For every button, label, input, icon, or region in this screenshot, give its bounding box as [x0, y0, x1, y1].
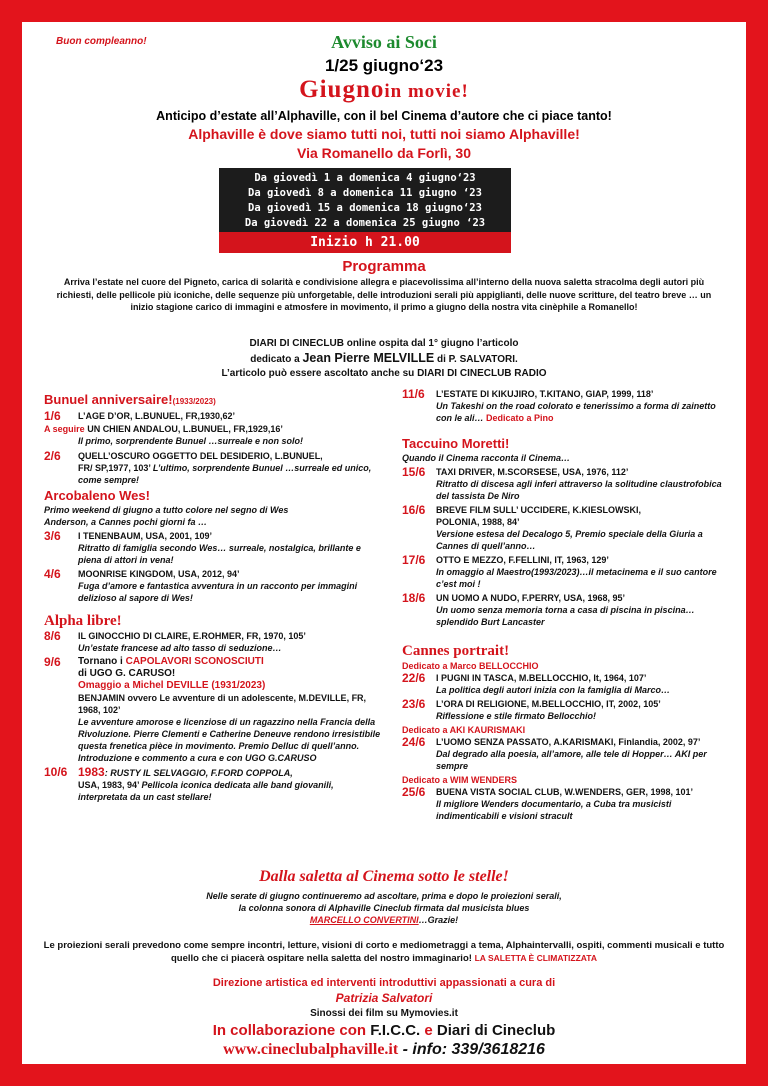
entry-desc: L’ultimo, sorprendente Bunuel …surreale ed unico, come sempre! — [78, 463, 372, 485]
section-moretti: Taccuino Moretti! — [402, 436, 510, 451]
entry-day: 1/6 — [44, 409, 61, 423]
list-item — [44, 656, 384, 764]
entry-day: 11/6 — [402, 387, 425, 401]
entry-film: BREVE FILM SULL’ UCCIDERE, K.KIESLOWSKI, — [436, 505, 642, 515]
schedule-period: Da giovedì 8 a domenica 11 giugno ‘23 — [248, 187, 482, 199]
entry-film: UN CHIEN ANDALOU, L.BUNUEL, FR,1929,16’ — [84, 424, 283, 434]
info-phone: - info: 339/3618216 — [398, 1041, 545, 1058]
entry-desc: Fuga d’amore e fantastica avventura in un racconto per immagini delizioso al sapore di Wes! — [78, 581, 358, 603]
entry-film: : RUSTY IL SELVAGGIO, F.FORD COPPOLA, — [104, 768, 293, 778]
schedule-box — [219, 168, 511, 232]
list-item — [44, 630, 384, 654]
entry-desc: Un uomo senza memoria torna a casa di piscina in piscina… splendido Burt Lancaster — [436, 605, 695, 627]
stelle-heading: Dalla saletta al Cinema sotto le stelle! — [259, 868, 509, 885]
entry-film: IL GINOCCHIO DI CLAIRE, E.ROHMER, FR, 1970, 105’ — [78, 631, 306, 641]
section-title: Bunuel anniversaire! — [44, 392, 173, 407]
entry-film: I PUGNI IN TASCA, M.BELLOCCHIO, It, 1964, 107’ — [436, 673, 647, 683]
collab-post: di Cineclub — [470, 1022, 556, 1039]
schedule-period: Da giovedì 1 a domenica 4 giugno‘23 — [254, 172, 476, 184]
entry-desc: Ritratto di famiglia secondo Wes… surreale, nostalgica, brillante e piena di attori in vena! — [78, 543, 361, 565]
collab-diari: Diari — [436, 1022, 471, 1039]
projections-note — [42, 939, 726, 965]
entry-film: L’UOMO SENZA PASSATO, A.KARISMAKI, Finlandia, 2002, 97’ — [436, 737, 701, 747]
entry-film: OTTO E MEZZO, F.FELLINI, IT, 1963, 129’ — [436, 555, 609, 565]
slogan: Alphaville è dove siamo tutti noi, tutti noi siamo Alphaville! — [188, 126, 580, 142]
date-range: 1/25 giugno‘23 — [324, 56, 444, 75]
entry-film: BENJAMIN ovvero Le avventure di un adolescente, M.DEVILLE, FR, 1968, 102’ — [78, 693, 367, 715]
entry-seguire — [44, 423, 384, 435]
entry-desc: Pellicola iconica dedicata alle band giovanili, interpretata da un cast stellare! — [78, 780, 334, 802]
entry-film: POLONIA, 1988, 84’ — [436, 517, 520, 527]
programma-heading: Programma — [342, 258, 426, 275]
left-column — [44, 390, 384, 803]
section-years: (1933/2023) — [172, 397, 216, 406]
list-item — [44, 410, 384, 423]
section-cannes: Cannes portrait! — [402, 643, 510, 659]
musician-name: MARCELLO CONVERTINI — [309, 915, 419, 925]
entry-desc: In omaggio al Maestro(1993/2023)…il metacinema e il suo cantore c’est moi ! — [436, 567, 717, 589]
dedication: Dedicato a WIM WENDERS — [402, 775, 518, 785]
entry-day: 8/6 — [44, 629, 61, 643]
list-item — [402, 736, 732, 772]
schedule-period: Da giovedì 22 a domenica 25 giugno ‘23 — [244, 217, 486, 229]
list-item — [402, 554, 732, 590]
list-item — [402, 672, 732, 696]
entry-year: 1983 — [78, 765, 105, 779]
section-wes: Arcobaleno Wes! — [44, 488, 150, 503]
projections-text: Le proiezioni serali prevedono come sempre incontri, letture, visioni di corto e mediometraggi a tema, Alphaintervalli, ospiti, commenti musicali e tutto quello che ci piacerà ospitare nella saletta del nostro immaginario! — [43, 940, 725, 964]
right-column — [402, 388, 732, 822]
collab-pre: In collaborazione con — [212, 1022, 371, 1039]
entry-highlight: CAPOLAVORI SCONOSCIUTI — [125, 656, 264, 667]
entry-omaggio: Omaggio a Michel DEVILLE (1931/2023) — [78, 680, 266, 691]
entry-day: 3/6 — [44, 529, 61, 543]
entry-day: 4/6 — [44, 567, 61, 581]
entry-pre: Tornano i — [78, 656, 126, 667]
stelle-line-2: la colonna sonora di Alphaville Cineclub firmata dal musicista blues — [238, 903, 530, 913]
entry-film: UN UOMO A NUDO, F.PERRY, USA, 1968, 95’ — [436, 593, 626, 603]
entry-desc: Dal degrado alla poesia, all’amore, alle tele di Hopper… AKI per sempre — [436, 749, 707, 771]
list-item — [44, 530, 384, 566]
avviso-heading: Avviso ai Soci — [331, 32, 437, 52]
list-item — [402, 388, 732, 424]
dedication: Dedicato a AKI KAURISMAKI — [402, 725, 526, 735]
list-item — [402, 504, 732, 552]
subtitle: Anticipo d’estate all’Alphaville, con il bel Cinema d’autore che ci piace tanto! — [156, 109, 612, 123]
entry-desc: Ritratto di discesa agli inferi attraverso la solitudine claustrofobica del tassista De Niro — [436, 479, 722, 501]
list-item — [402, 698, 732, 722]
collaboration-line — [22, 1022, 746, 1039]
entry-desc: Un’estate francese ad alto tasso di seduzione… — [78, 643, 282, 653]
section-bunuel — [44, 392, 384, 410]
list-item — [44, 766, 384, 803]
collab-and: e — [420, 1022, 437, 1039]
entry-film: BUENA VISTA SOCIAL CLUB, W.WENDERS, GER, 1998, 101’ — [436, 787, 694, 797]
director-name: Patrizia Salvatori — [335, 991, 433, 1005]
birthday-note: Buon compleanno! — [56, 36, 147, 47]
list-item — [44, 568, 384, 604]
entry-film: L’ESTATE DI KIKUJIRO, T.KITANO, GIAP, 1999, 118’ — [436, 389, 654, 399]
programma-intro: Arriva l’estate nel cuore del Pigneto, carica di solarità e condivisione allegra e piacevolissima all’interno della nuova saletta stracolma degli autori più richiesti, delle pellicole più iconiche, delle sequenze più unforgetable, delle introduzioni serali più appiglianti, delle nuove scritture, del teatro breve … un inizio stagione carico di immagini e atmosfere in movimento, il primo a giugno della nostra vita cinèphile a Romanello! — [56, 277, 712, 312]
sinossi-note: Sinossi dei film su Mymovies.it — [310, 1008, 458, 1019]
entry-desc: La politica degli autori inizia con la famiglia di Marco… — [436, 685, 671, 695]
diari-line-3: L’articolo può essere ascoltato anche su DIARI DI CINECLUB RADIO — [221, 368, 547, 379]
entry-day: 24/6 — [402, 735, 426, 749]
entry-desc: Versione estesa del Decalogo 5, Premio speciale della Giuria a Cannes di quell’anno… — [436, 529, 703, 551]
diari-name: Jean Pierre MELVILLE — [302, 351, 435, 365]
diari-pre: dedicato a — [250, 354, 303, 365]
list-item — [402, 592, 732, 628]
entry-desc: Il migliore Wenders documentario, a Cuba tra musicisti indimenticabili e visioni stracult — [436, 799, 672, 821]
air-conditioned-note: LA SALETTA È CLIMATIZZATA — [474, 953, 598, 963]
entry-day: 16/6 — [402, 503, 426, 517]
title-main: Giugno — [299, 76, 385, 103]
entry-author: di UGO G. CARUSO! — [78, 668, 176, 679]
section-intro: Quando il Cinema racconta il Cinema… — [402, 453, 571, 463]
diari-line-1: DIARI DI CINECLUB online ospita dal 1° giugno l’articolo — [249, 338, 519, 349]
website-line — [22, 1041, 746, 1059]
list-item — [402, 786, 732, 822]
stelle-text — [22, 890, 746, 926]
entry-day: 9/6 — [44, 655, 61, 669]
section-libre: Alpha libre! — [44, 613, 122, 629]
entry-day: 17/6 — [402, 553, 426, 567]
entry-day: 25/6 — [402, 785, 426, 799]
entry-day: 23/6 — [402, 697, 426, 711]
thanks: …Grazie! — [418, 915, 459, 925]
section-intro: Primo weekend di giugno a tutto colore nel segno di Wes Anderson, a Cannes pochi giorni fa … — [44, 505, 289, 527]
entry-day: 10/6 — [44, 765, 68, 779]
list-item — [44, 450, 384, 486]
entry-day: 22/6 — [402, 671, 426, 685]
diari-post: di P. SALVATORI. — [434, 354, 518, 365]
stelle-line-3 — [22, 914, 746, 926]
entry-day: 2/6 — [44, 449, 61, 463]
entry-film: MOONRISE KINGDOM, USA, 2012, 94’ — [78, 569, 240, 579]
entry-film: TAXI DRIVER, M.SCORSESE, USA, 1976, 112’ — [436, 467, 629, 477]
entry-desc: Le avventure amorose e licenziose di un ragazzino nella Francia della Rivoluzione. Pierre Clementi e Catherine Deneuve rendono irresistibile questa frenetica pièce in movimento. Premio Delluc di quell’anno. Introduzione e commento a cura e con UGO G.CARUSO — [78, 717, 381, 763]
website-link[interactable]: www.cineclubalphaville.it — [223, 1041, 399, 1058]
collab-ficc: F.I.C.C. — [370, 1022, 421, 1039]
diari-line-2 — [22, 351, 746, 367]
entry-day: 15/6 — [402, 465, 426, 479]
entry-film: I TENENBAUM, USA, 2001, 109’ — [78, 531, 213, 541]
dedication: Dedicato a Marco BELLOCCHIO — [402, 661, 539, 671]
diari-block — [22, 337, 746, 381]
entry-film: L’AGE D’OR, L.BUNUEL, FR,1930,62’ — [78, 411, 236, 421]
entry-film: FR/ SP,1977, 103’ — [78, 463, 153, 473]
entry-desc: Riflessione e stile firmato Bellocchio! — [436, 711, 597, 721]
seguire-label: A seguire — [44, 424, 85, 434]
entry-film: USA, 1983, 94’ — [78, 780, 142, 790]
entry-desc: Il primo, sorprendente Bunuel …surreale e non solo! — [78, 436, 304, 446]
entry-dedication: Dedicato a Pino — [486, 413, 554, 423]
flyer-sheet — [22, 22, 746, 1064]
stelle-line-1: Nelle serate di giugno continueremo ad ascoltare, prima e dopo le proiezioni serali, — [206, 891, 562, 901]
direction-line: Direzione artistica ed interventi introduttivi appassionati a cura di — [212, 977, 556, 989]
entry-film: L’ORA DI RELIGIONE, M.BELLOCCHIO, IT, 2002, 105’ — [436, 699, 661, 709]
entry-day: 18/6 — [402, 591, 426, 605]
page-title — [22, 76, 746, 104]
title-tail: in movie! — [384, 81, 469, 102]
list-item — [402, 466, 732, 502]
address: Via Romanello da Forlì, 30 — [296, 145, 471, 161]
start-time-bar: Inizio h 21.00 — [219, 232, 511, 253]
entry-desc: Un Takeshi on the road colorato e tenerissimo a forma di zainetto con le ali… — [436, 401, 716, 423]
entry-film: QUELL’OSCURO OGGETTO DEL DESIDERIO, L.BUNUEL, — [78, 451, 323, 461]
schedule-period: Da giovedì 15 a domenica 18 giugno‘23 — [248, 202, 482, 214]
